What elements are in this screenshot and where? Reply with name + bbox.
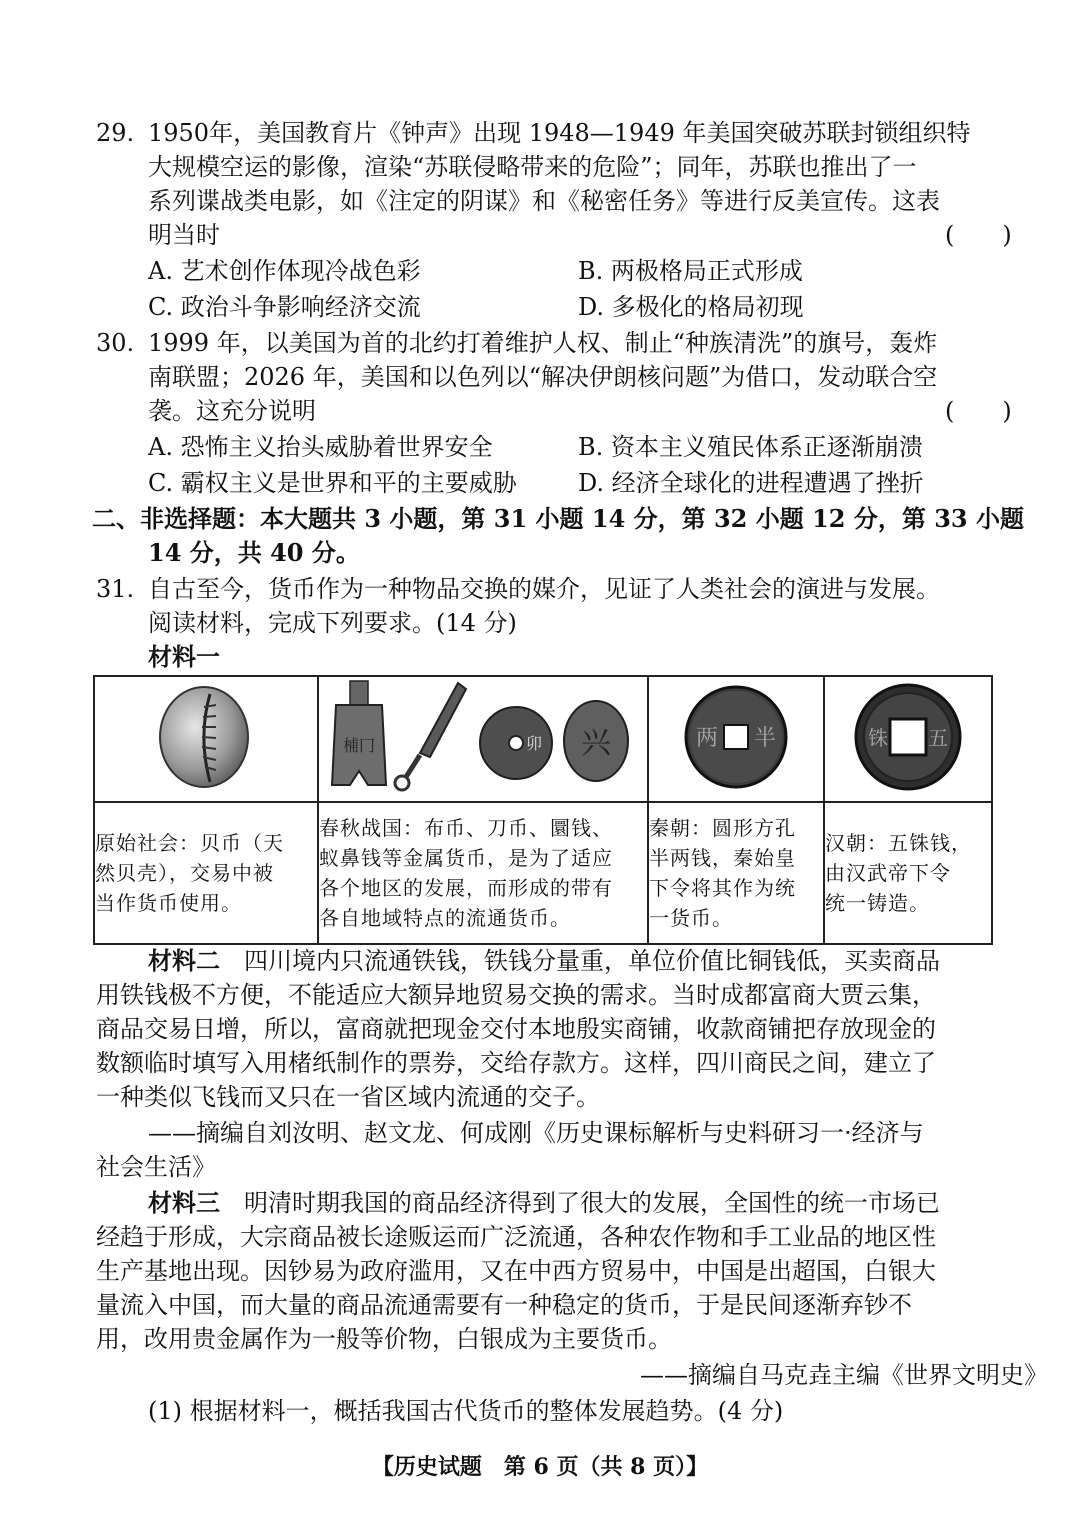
cowrie-shell-cell <box>94 676 318 802</box>
spring-autumn-text <box>318 802 648 944</box>
ant-nose-coin-mark: 兴 <box>581 726 611 761</box>
section2-heading-line2: 14 分，共 40 分。 <box>148 538 360 567</box>
round-hole-coin-icon <box>480 707 552 779</box>
currency-table <box>93 675 993 945</box>
material3-line3: 生产基地出现。因钞易为政府滥用，又在中西方贸易中，中国是出超国，白银大 <box>96 1257 936 1285</box>
page-footer: 【历史试题 第 6 页（共 8 页）】 <box>371 1454 709 1480</box>
material2-line3: 商品交易日增，所以，富商就把现金交付本地殷实商铺，收款商铺把存放现金的 <box>96 1015 936 1043</box>
q30-number: 30. <box>96 329 135 357</box>
material2-line1 <box>148 944 940 978</box>
q30-stem-line3: 袭。这充分说明 <box>148 397 316 425</box>
currency-image-row <box>94 676 992 802</box>
warring-states-coins-cell <box>318 676 648 802</box>
spring-autumn-line3: 各个地区的发展，而形成的带有 <box>319 876 613 900</box>
q30-option-d: D. 经济全球化的进程遭遇了挫折 <box>578 469 924 497</box>
knife-coin-icon <box>395 683 466 790</box>
q31-stem-line1: 自古至今，货币作为一种物品交换的媒介，见证了人类社会的演进与发展。 <box>148 575 940 603</box>
q29-option-b: B. 两极格局正式形成 <box>578 257 803 285</box>
material3-source: ——摘编自马克垚主编《世界文明史》 <box>640 1361 1048 1389</box>
material2-line2: 用铁钱极不方便，不能适应大额异地贸易交换的需求。当时成都富商大贾云集， <box>96 981 936 1009</box>
warring-states-coins-image <box>320 677 646 797</box>
q29-option-c: C. 政治斗争影响经济交流 <box>148 293 421 321</box>
q29-stem-line3: 系列谍战类电影，如《注定的阴谋》和《秘密任务》等进行反美宣传。这表 <box>148 187 940 215</box>
cowrie-shell-image <box>146 682 266 792</box>
q30-answer-paren: ( ) <box>945 397 1012 425</box>
material3-text1: 明清时期我国的商品经济得到了很大的发展，全国性的统一市场已 <box>244 1189 940 1217</box>
primitive-line2: 然贝壳），交易中被 <box>95 861 274 885</box>
q31-subquestion-1: (1) 根据材料一，概括我国古代货币的整体发展趋势。(4 分) <box>148 1397 784 1425</box>
primitive-society-text <box>94 802 318 944</box>
q30-option-b: B. 资本主义殖民体系正逐渐崩溃 <box>578 433 923 461</box>
q29-option-d: D. 多极化的格局初现 <box>578 293 804 321</box>
spring-autumn-line4: 各自地域特点的流通货币。 <box>319 906 571 930</box>
q30-option-c: C. 霸权主义是世界和平的主要威胁 <box>148 469 517 497</box>
section2-heading-line1: 二、非选择题：本大题共 3 小题，第 31 小题 14 分，第 32 小题 12 分，第 33 小题 <box>92 504 1024 533</box>
wuzhu-left-mark: 铢 <box>868 726 888 750</box>
material2-line5: 一种类似飞钱而又只在一省区域内流通的交子。 <box>96 1083 600 1111</box>
q29-answer-paren: ( ) <box>945 221 1012 249</box>
material2-line4: 数额临时填写入用楮纸制作的票券，交给存款方。这样，四川商民之间，建立了 <box>96 1049 936 1077</box>
material3-line4: 量流入中国，而大量的商品流通需要有一种稳定的货币，于是民间逐渐弃钞不 <box>96 1291 912 1319</box>
material1-label: 材料一 <box>148 642 220 671</box>
primitive-line1: 原始社会：贝币（天 <box>95 831 284 855</box>
currency-text-row <box>94 802 992 944</box>
han-line2: 由汉武帝下令 <box>825 861 951 885</box>
wuzhu-coin-image <box>848 679 968 795</box>
q29-stem-line1: 1950年，美国教育片《钟声》出现 1948—1949 年美国突破苏联封锁组织特 <box>148 119 971 147</box>
spring-autumn-line2: 蚁鼻钱等金属货币，是为了适应 <box>319 846 613 870</box>
banliang-coin-image <box>676 679 796 795</box>
qin-line4: 一货币。 <box>649 906 733 930</box>
banliang-right-mark: 半 <box>753 726 777 751</box>
primitive-line3: 当作货币使用。 <box>95 891 242 915</box>
q29-stem-line2: 大规模空运的影像，渲染“苏联侵略带来的危险”；同年，苏联也推出了一 <box>148 153 917 181</box>
round-coin-mark: 卯 <box>525 734 543 753</box>
wuzhu-coin-cell <box>824 676 992 802</box>
banliang-left-mark: 两 <box>695 726 719 751</box>
material2-source-line1: ——摘编自刘汝明、赵文龙、何成刚《历史课标解析与史料研习一·经济与 <box>148 1119 924 1147</box>
han-dynasty-text <box>824 802 992 944</box>
q30-stem-line2: 南联盟；2026 年，美国和以色列以“解决伊朗核问题”为借口，发动联合空 <box>148 363 938 391</box>
material2-text1: 四川境内只流通铁钱，铁钱分量重，单位价值比铜钱低，买卖商品 <box>244 947 940 975</box>
ant-nose-coin-icon <box>564 701 628 781</box>
q30-option-a: A. 恐怖主义抬头威胁着世界安全 <box>148 433 493 461</box>
spade-coin-mark: 㭪冂 <box>342 736 376 755</box>
q29-stem-line4: 明当时 <box>148 221 220 249</box>
q31-number: 31. <box>96 575 135 603</box>
qin-dynasty-text <box>648 802 824 944</box>
banliang-coin-cell <box>648 676 824 802</box>
han-line1: 汉朝：五铢钱， <box>825 831 972 855</box>
qin-line2: 半两钱，秦始皇 <box>649 846 796 870</box>
qin-line3: 下令将其作为统 <box>649 876 796 900</box>
qin-line1: 秦朝：圆形方孔 <box>649 816 796 840</box>
material3-label: 材料三 <box>148 1188 220 1217</box>
q29-number: 29. <box>96 119 135 147</box>
material3-line2: 经趋于形成，大宗商品被长途贩运而广泛流通，各种农作物和手工业品的地区性 <box>96 1223 936 1251</box>
material2-label: 材料二 <box>148 946 220 975</box>
q31-stem-line2: 阅读材料，完成下列要求。(14 分) <box>148 609 517 637</box>
han-line3: 统一铸造。 <box>825 891 930 915</box>
spring-autumn-line1: 春秋战国：布币、刀币、圜钱、 <box>319 816 613 840</box>
wuzhu-right-mark: 五 <box>928 726 948 750</box>
spade-coin-icon <box>332 681 386 785</box>
q30-stem-line1: 1999 年，以美国为首的北约打着维护人权、制止“种族清洗”的旗号，轰炸 <box>148 329 938 357</box>
q29-option-a: A. 艺术创作体现冷战色彩 <box>148 257 421 285</box>
material3-line1 <box>148 1186 940 1220</box>
material3-line5: 用，改用贵金属作为一般等价物，白银成为主要货币。 <box>96 1325 672 1353</box>
material2-source-line2: 社会生活》 <box>96 1153 216 1181</box>
